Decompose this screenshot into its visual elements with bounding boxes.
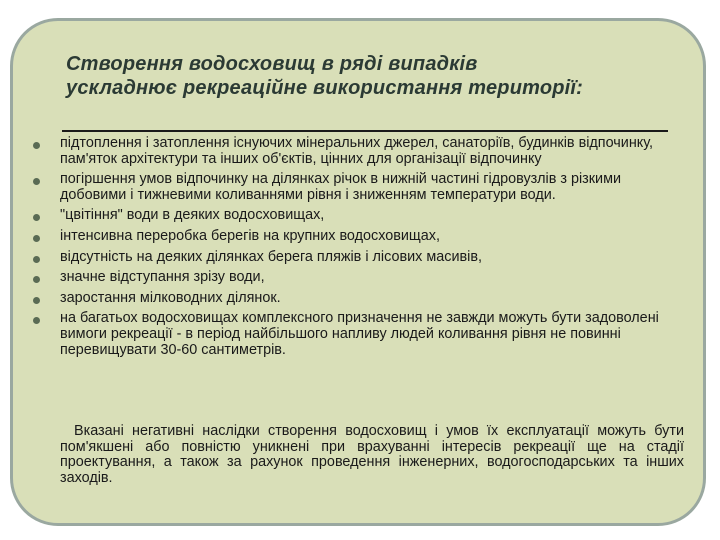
- round-bullet-icon: [33, 317, 40, 324]
- round-bullet-icon: [33, 178, 40, 185]
- round-bullet-icon: [33, 297, 40, 304]
- bullet-list: [32, 136, 682, 363]
- bullet-item: [32, 270, 682, 286]
- round-bullet-icon: [33, 142, 40, 149]
- bullet-item: [32, 208, 682, 224]
- title-line-1: Створення водосховищ в ряді випадків: [66, 53, 478, 75]
- round-bullet-icon: [33, 256, 40, 263]
- round-bullet-icon: [33, 235, 40, 242]
- bullet-text: на багатьох водосховищах комплексного призначення не завжди можуть бути задоволені вимоги рекреації - в період найбільшого напливу людей коливання рівня не повинні перевищувати 30-60 сантиметрів.: [60, 310, 659, 358]
- bullet-item: [32, 136, 682, 167]
- bullet-item: [32, 311, 682, 358]
- bullet-text: "цвітіння" води в деяких водосховищах,: [60, 207, 325, 224]
- title-line-2: ускладнює рекреаційне використання території:: [66, 77, 584, 99]
- title-underline: [62, 130, 668, 132]
- bullet-item: [32, 172, 682, 203]
- bullet-text: значне відступання зрізу води,: [60, 269, 265, 286]
- bullet-text: погіршення умов відпочинку на ділянках річок в нижній частині гідровузлів з різкими добовими і тижневими коливаннями рівня і зниженням температури води.: [60, 171, 622, 203]
- bullet-item: [32, 250, 682, 266]
- round-bullet-icon: [33, 276, 40, 283]
- round-bullet-icon: [33, 214, 40, 221]
- bullet-text: підтоплення і затоплення існуючих мінеральних джерел, санаторіїв, будинків відпочинку, пам'яток архітектури та інших об'єктів, цінних для організації відпочинку: [60, 135, 653, 167]
- bullet-text: інтенсивна переробка берегів на крупних водосховищах,: [60, 227, 440, 244]
- slide-title: [66, 52, 686, 100]
- conclusion-paragraph: Вказані негативні наслідки створення водосховищ і умов їх експлуатації можуть бути пом'якшені або повністю уникнені при врахуванні інтересів рекреації ще на стадії проектування, а також за рахунок проведення інженерних, водогосподарських та інших заходів.: [60, 423, 684, 486]
- bullet-item: [32, 229, 682, 245]
- bullet-item: [32, 291, 682, 307]
- bullet-text: заростання мілководних ділянок.: [60, 289, 281, 306]
- bullet-text: відсутність на деяких ділянках берега пляжів і лісових масивів,: [60, 248, 482, 265]
